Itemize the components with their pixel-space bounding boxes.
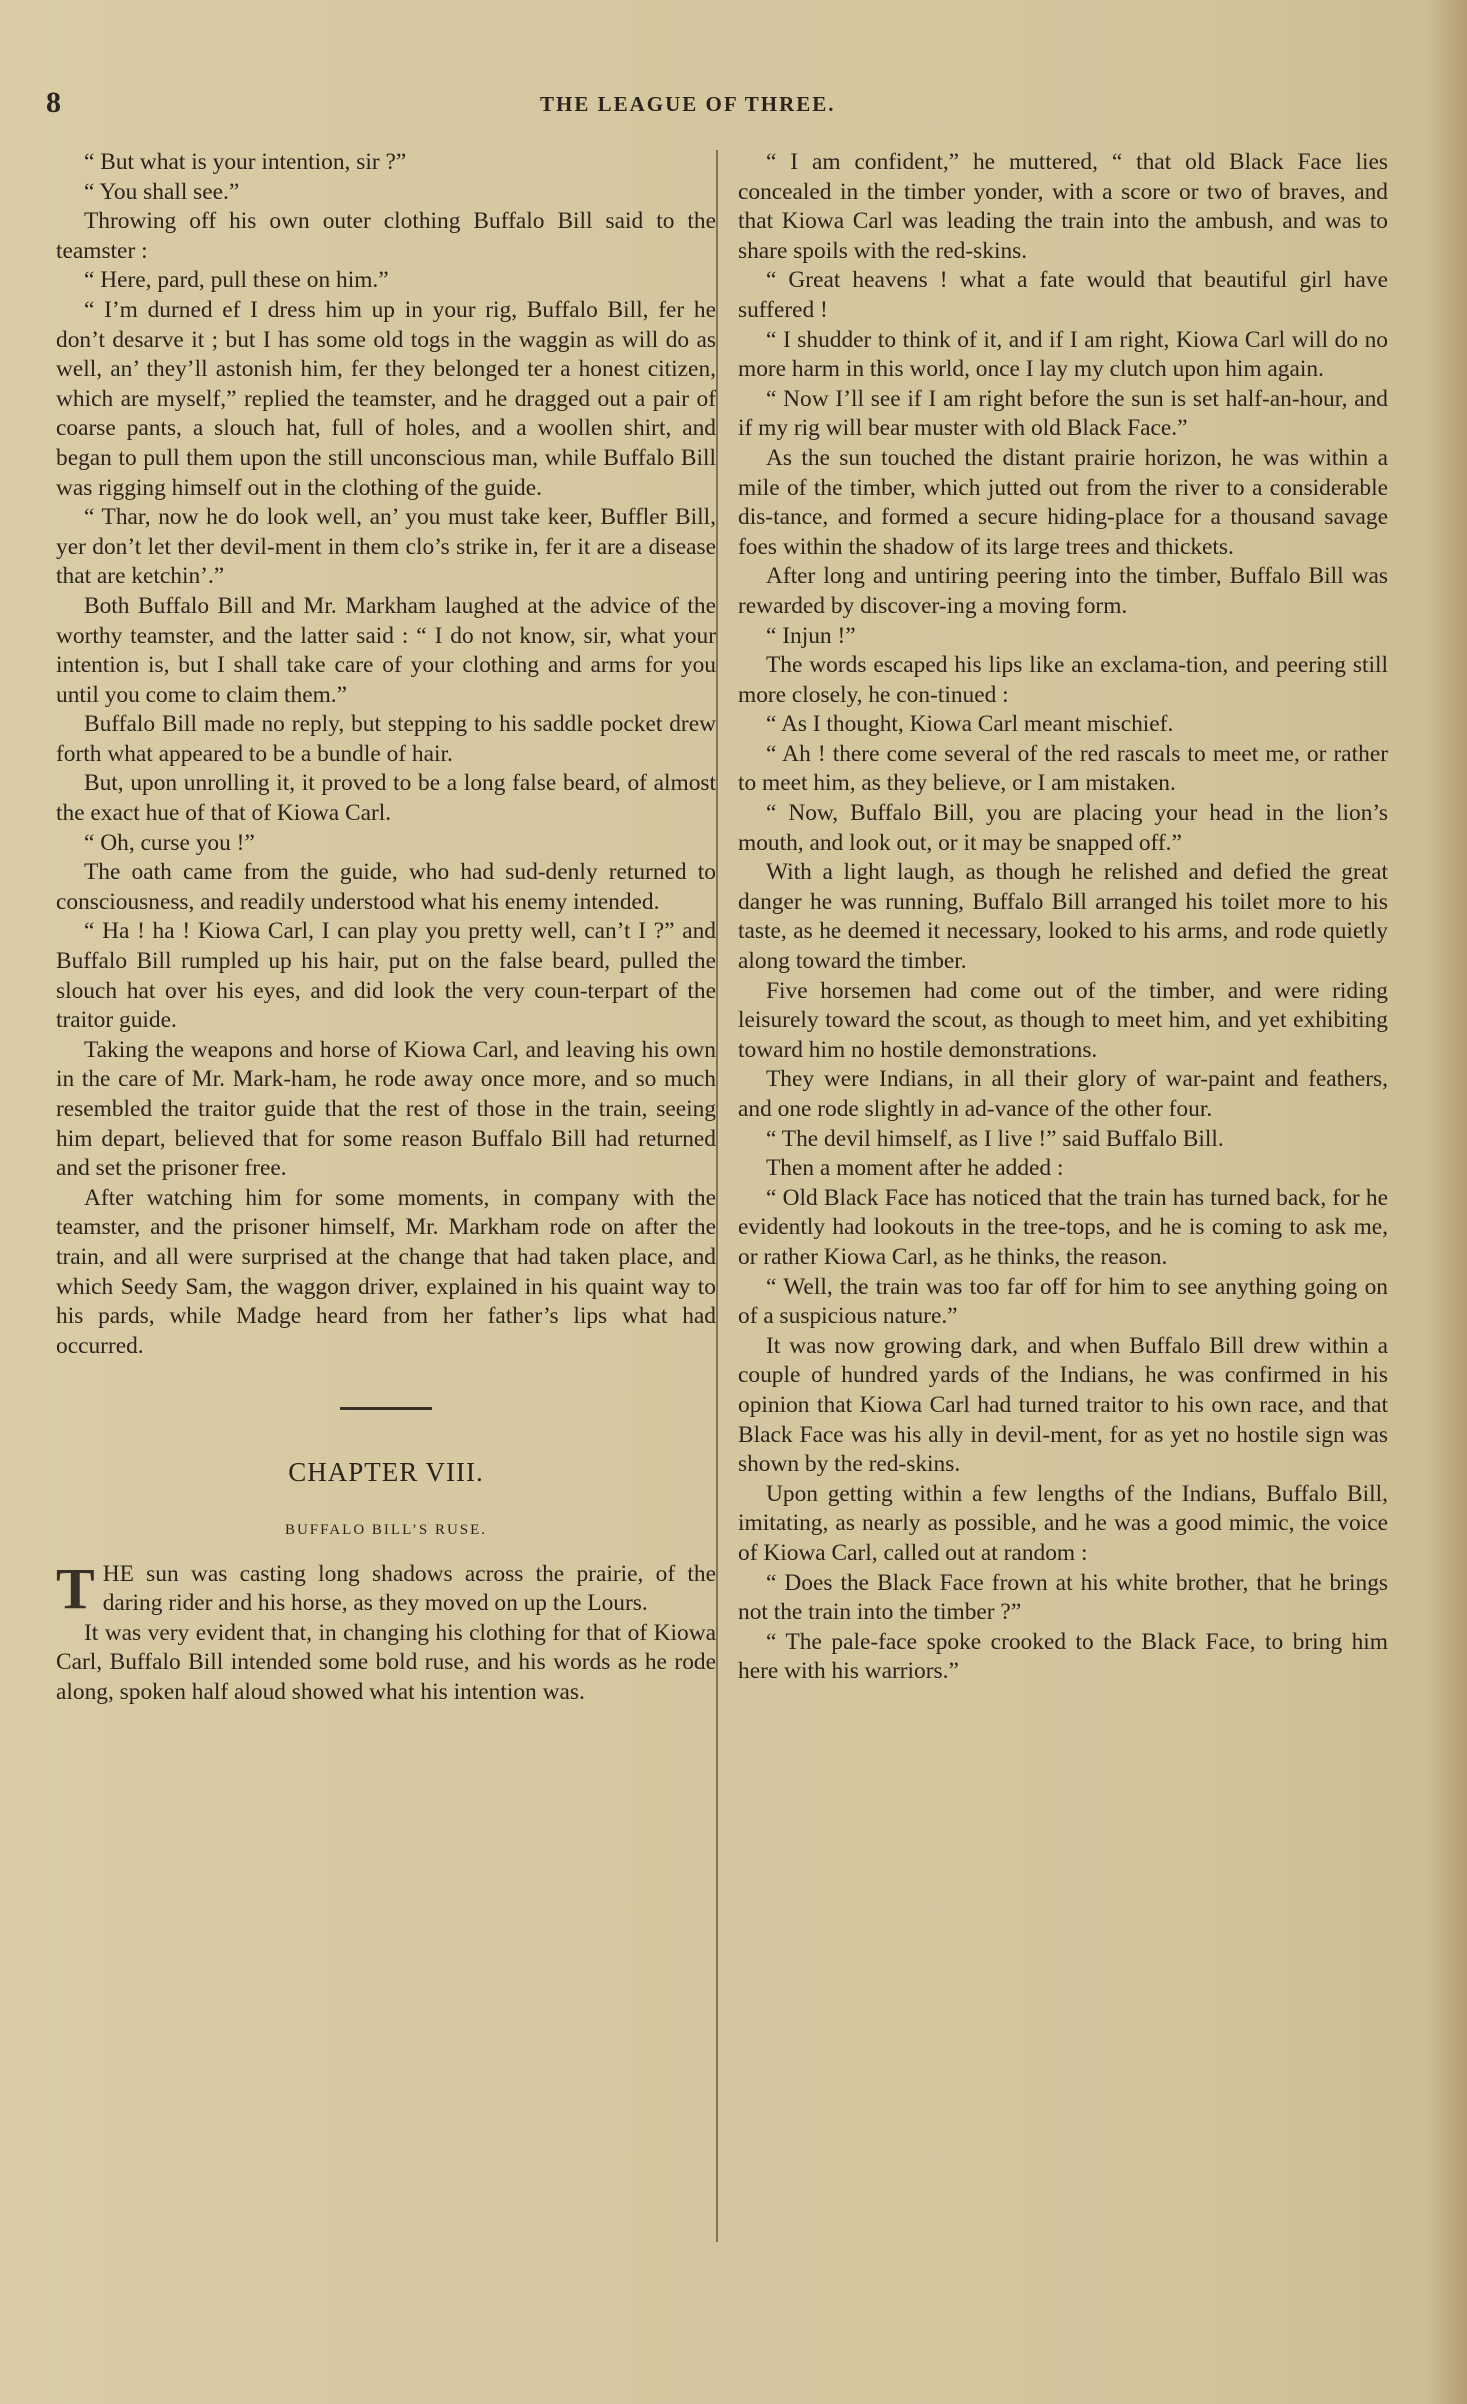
paragraph: “ Injun !”: [766, 622, 856, 649]
paragraph: Five horsemen had come out of the timber, and were riding leisurely toward the scout, as though to meet him, and yet exhibiting toward him no hostile demonstrations.: [738, 977, 1388, 1063]
paragraph: “ But what is your intention, sir ?”: [84, 149, 407, 175]
paragraph: It was very evident that, in changing his clothing for that of Kiowa Carl, Buffalo Bill intended some bold ruse, and his words as he rode along, spoken half aloud showed what his intention was.: [56, 1619, 716, 1705]
paragraph: They were Indians, in all their glory of war-paint and feathers, and one rode slightly in ad-vance of the other four.: [738, 1066, 1388, 1122]
paragraph: “ Ha ! ha ! Kiowa Carl, I can play you pretty well, can’t I ?” and Buffalo Bill rumpled up his hair, put on the false beard, pulled the slouch hat over his eyes, and did look the very coun-terpart of the traitor guide.: [56, 918, 716, 1034]
paragraph: “ As I thought, Kiowa Carl meant mischief.: [766, 711, 1174, 738]
left-column: [56, 148, 716, 1708]
paragraph: “ Does the Black Face frown at his white brother, that he brings not the train into the timber ?”: [738, 1569, 1388, 1626]
paragraph: “ You shall see.”: [84, 178, 240, 205]
running-title: THE LEAGUE OF THREE.: [540, 92, 836, 116]
paragraph: “ I’m durned ef I dress him up in your rig, Buffalo Bill, fer he don’t desarve it ; but I has some old togs in the waggin as will do as well, an’ they’ll astonish him, fer they belonged ter a honest citizen, which are myself,” replied the teamster, and he dragged out a pair of coarse pants, a slouch hat, full of holes, and a woollen shirt, and began to pull them upon the still unconscious man, while Buffalo Bill was rigging himself out in the clothing of the guide.: [56, 296, 716, 501]
paragraph: Buffalo Bill made no reply, but stepping to his saddle pocket drew forth what appeared to be a bundle of hair.: [56, 711, 716, 767]
paragraph: “ Well, the train was too far off for him to see anything going on of a suspicious nature.”: [738, 1273, 1388, 1330]
paragraph: After long and untiring peering into the timber, Buffalo Bill was rewarded by discover-ing a moving form.: [738, 563, 1388, 619]
paragraph: “ Now I’ll see if I am right before the sun is set half-an-hour, and if my rig will bear muster with old Black Face.”: [738, 385, 1388, 442]
paragraph: Throwing off his own outer clothing Buffalo Bill said to the teamster :: [56, 208, 716, 264]
page-header: [0, 86, 1467, 126]
chapter-first-paragraph: [56, 1555, 716, 1621]
paragraph: “ Oh, curse you !”: [84, 829, 255, 856]
paragraph: “ Great heavens ! what a fate would that beautiful girl have suffered !: [738, 267, 1388, 323]
paragraph: “ Old Black Face has noticed that the train has turned back, for he evidently had lookouts in the tree-tops, and he is coming to ask me, or rather Kiowa Carl, as he thinks, the reason.: [738, 1184, 1388, 1270]
chapter-title: CHAPTER VIII.: [288, 1457, 484, 1488]
paragraph: It was now growing dark, and when Buffalo Bill drew within a couple of hundred yards of the Indians, he was confirmed in his opinion that Kiowa Carl had turned traitor to his own race, and that Black Face was his ally in devil-ment, for as yet no hostile sign was shown by the red-skins.: [738, 1332, 1388, 1478]
paragraph: But, upon unrolling it, it proved to be a long false beard, of almost the exact hue of that of Kiowa Carl.: [56, 770, 716, 827]
paragraph: “ I am confident,” he muttered, “ that old Black Face lies concealed in the timber yonder, with a score or two of braves, and that Kiowa Carl was leading the train into the ambush, and was to share spoils with the red-skins.: [738, 149, 1388, 264]
paragraph: The oath came from the guide, who had sud-denly returned to consciousness, and readily understood what his enemy intended.: [56, 859, 716, 915]
page-edge-stain: [1427, 0, 1467, 2404]
paragraph: With a light laugh, as though he relished and defied the great danger he was running, Buffalo Bill arranged his toilet more to his taste, as he deemed it necessary, looked to his arms, and rode quietly along toward the timber.: [738, 859, 1388, 975]
paragraph: “ The devil himself, as I live !” said Buffalo Bill.: [766, 1125, 1224, 1152]
right-column: [738, 148, 1388, 1687]
chapter-subtitle: BUFFALO BILL’S RUSE.: [284, 1521, 488, 1538]
paragraph: “ The pale-face spoke crooked to the Black Face, to bring him here with his warriors.”: [738, 1628, 1388, 1685]
section-rule: [340, 1407, 432, 1410]
paragraph: After watching him for some moments, in company with the teamster, and the prisoner himself, Mr. Markham rode on after the train, and all were surprised at the change that had taken place, and which Seedy Sam, the waggon driver, explained in his quaint way to his pards, while Madge heard from her father’s lips what had occurred.: [56, 1184, 716, 1359]
paragraph-text: HE sun was casting long shadows across the prairie, of the daring rider and his horse, as they moved on up the Lours.: [102, 1560, 716, 1617]
paragraph: “ Thar, now he do look well, an’ you must take keer, Buffler Bill, yer don’t let ther devil-ment in them clo’s strike in, fer it are a disease that are ketchin’.”: [56, 504, 716, 590]
paragraph: “ Here, pard, pull these on him.”: [84, 267, 389, 294]
paragraph: Both Buffalo Bill and Mr. Markham laughed at the advice of the worthy teamster, and the latter said : “ I do not know, sir, what your intention is, but I shall take care of your clothing and arms for you until you come to claim them.”: [56, 592, 716, 708]
paragraph: “ I shudder to think of it, and if I am right, Kiowa Carl will do no more harm in this world, once I lay my clutch upon him again.: [738, 326, 1388, 383]
paragraph: As the sun touched the distant prairie horizon, he was within a mile of the timber, which jutted out from the river to a considerable dis-tance, and formed a secure hiding-place for a thousand savage foes within the shadow of its large trees and thickets.: [738, 444, 1388, 560]
paragraph: Upon getting within a few lengths of the Indians, Buffalo Bill, imitating, as nearly as possible, and he was a good mimic, the voice of Kiowa Carl, called out at random :: [738, 1480, 1388, 1566]
page-number: 8: [46, 86, 61, 119]
paragraph: The words escaped his lips like an exclama-tion, and peering still more closely, he con-tinued :: [738, 652, 1388, 708]
drop-cap: T: [56, 1555, 95, 1621]
paragraph: “ Now, Buffalo Bill, you are placing your head in the lion’s mouth, and look out, or it may be snapped off.”: [738, 800, 1388, 856]
paragraph: “ Ah ! there come several of the red rascals to meet me, or rather to meet him, as they believe, or I am mistaken.: [738, 740, 1388, 797]
paragraph: Taking the weapons and horse of Kiowa Carl, and leaving his own in the care of Mr. Mark-ham, he rode away once more, and so much resembled the traitor guide that the rest of those in the train, seeing him depart, believed that for some reason Buffalo Bill had returned and set the prisoner free.: [56, 1036, 716, 1182]
column-divider: [716, 150, 718, 2242]
paragraph: Then a moment after he added :: [766, 1155, 1064, 1182]
